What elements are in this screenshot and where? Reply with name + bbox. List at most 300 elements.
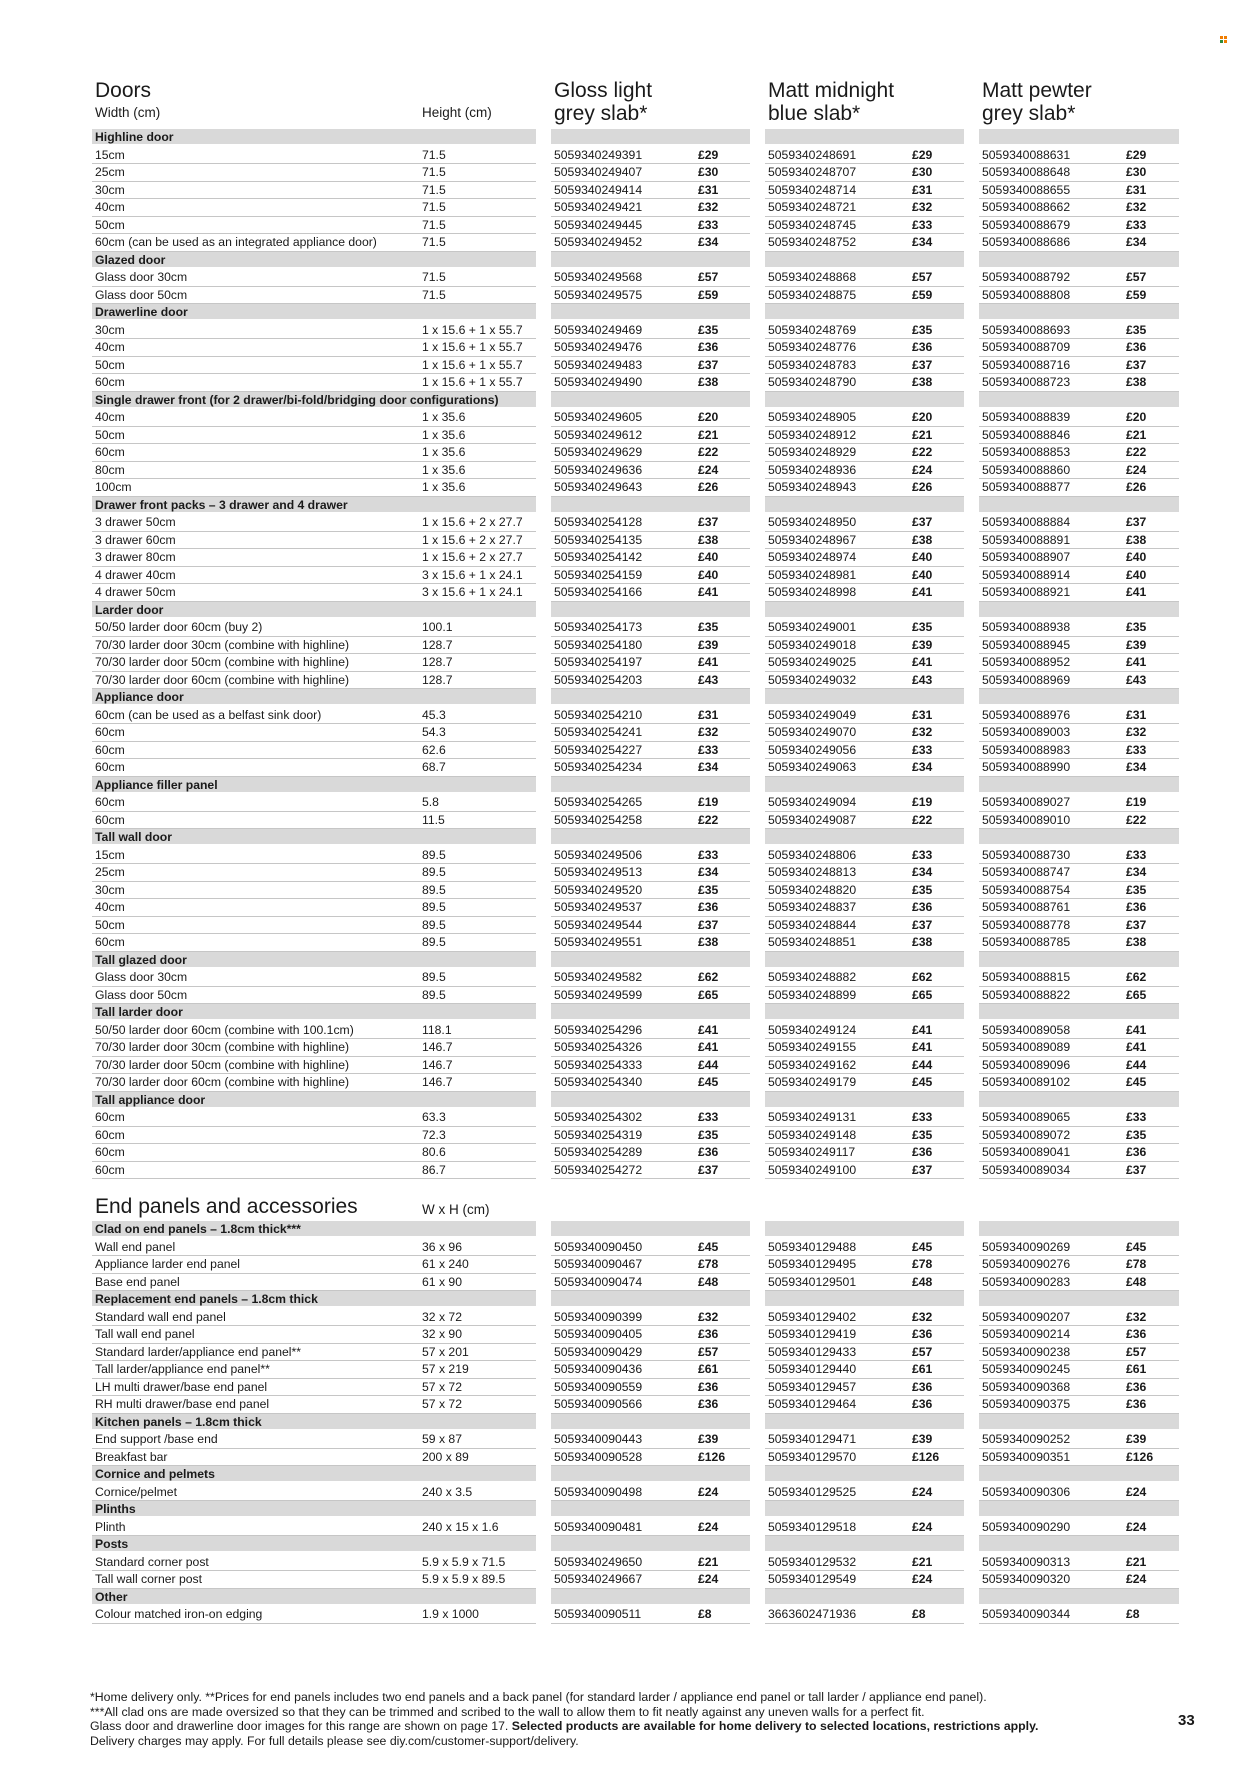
row-divider (551, 1623, 750, 1624)
matt-pewter-grey-price: £35 (1126, 620, 1147, 634)
gloss-light-grey-price: £31 (698, 182, 719, 197)
product-dimension: 128.7 (422, 655, 453, 669)
product-description: 60cm (95, 1110, 125, 1124)
product-description: 4 drawer 40cm (95, 567, 176, 582)
matt-midnight-blue-code: 5059340129402 (768, 1309, 857, 1324)
matt-midnight-blue-code: 5059340248967 (768, 532, 857, 547)
product-description: 50/50 larder door 60cm (combine with 100.1cm) (95, 1022, 354, 1037)
matt-pewter-grey-price: £37 (1126, 357, 1147, 372)
table-row (0, 269, 1250, 287)
gloss-light-grey-heading: Gloss light grey slab* (554, 79, 653, 125)
table-row (0, 147, 1250, 165)
matt-pewter-grey-code: 5059340088723 (982, 375, 1071, 389)
gloss-light-grey-code: 5059340090511 (554, 1607, 642, 1621)
gloss-light-grey-code: 5059340254302 (554, 1110, 643, 1124)
matt-pewter-grey-price: £36 (1126, 1327, 1147, 1341)
product-dimension: 118.1 (422, 1022, 452, 1037)
matt-midnight-blue-code: 5059340248752 (768, 235, 857, 249)
table-row (0, 444, 1250, 462)
group-label: Plinths (95, 1502, 136, 1516)
group-label: Drawer front packs – 3 drawer and 4 drawer (95, 497, 348, 512)
matt-pewter-grey-code: 5059340090313 (982, 1554, 1071, 1569)
matt-pewter-grey-price: £33 (1126, 742, 1147, 757)
gloss-light-grey-code: 5059340249605 (554, 410, 643, 424)
matt-pewter-grey-price: £38 (1126, 532, 1147, 547)
matt-pewter-grey-price: £35 (1126, 322, 1147, 337)
footnote-line: Glass door and drawerline door images for this range are shown on page 17. Selected products are available for home delivery to selected locations, restrictions apply. (90, 1719, 1039, 1734)
product-description: RH multi drawer/base end panel (95, 1397, 270, 1411)
table-row (0, 637, 1250, 655)
product-dimension: 1 x 15.6 + 2 x 27.7 (422, 532, 523, 547)
product-description: 50/50 larder door 60cm (buy 2) (95, 620, 263, 634)
matt-midnight-blue-code: 5059340248950 (768, 515, 857, 529)
group-header-bar (765, 952, 964, 967)
matt-midnight-blue-code: 5059340129464 (768, 1397, 857, 1411)
matt-midnight-blue-price: £19 (912, 795, 933, 809)
gloss-light-grey-price: £36 (698, 340, 719, 354)
gloss-light-grey-code: 5059340249568 (554, 270, 643, 284)
product-dimension: 146.7 (422, 1057, 453, 1072)
product-dimension: 3 x 15.6 + 1 x 24.1 (422, 585, 523, 599)
row-divider (979, 1178, 1179, 1179)
gloss-light-grey-code: 5059340254159 (554, 567, 643, 582)
product-description: 3 drawer 80cm (95, 550, 176, 564)
matt-midnight-blue-price: £21 (912, 1554, 933, 1569)
table-row (0, 619, 1250, 637)
matt-midnight-blue-code: 5059340249179 (768, 1075, 857, 1089)
table-row (0, 882, 1250, 900)
table-row (0, 1484, 1250, 1502)
gloss-light-grey-price: £48 (698, 1274, 719, 1289)
gloss-light-grey-price: £32 (698, 1309, 719, 1324)
matt-pewter-grey-price: £40 (1126, 567, 1147, 582)
matt-midnight-blue-code: 5059340248929 (768, 445, 857, 459)
product-dimension: 57 x 201 (422, 1344, 469, 1359)
matt-pewter-grey-code: 5059340090368 (982, 1379, 1071, 1394)
product-dimension: 61 x 90 (422, 1274, 462, 1289)
gloss-light-grey-code: 5059340254203 (554, 672, 643, 687)
matt-pewter-grey-price: £24 (1126, 462, 1147, 477)
table-row (0, 1256, 1250, 1274)
gloss-light-grey-price: £61 (698, 1362, 719, 1376)
product-dimension: 36 x 96 (422, 1239, 462, 1254)
matt-pewter-grey-price: £41 (1126, 1022, 1147, 1037)
group-header (0, 1004, 1250, 1022)
matt-midnight-blue-code: 5059340249070 (768, 725, 857, 739)
product-description: 60cm (95, 1162, 125, 1177)
product-description: Glass door 30cm (95, 270, 188, 284)
matt-pewter-grey-price: £19 (1126, 795, 1147, 809)
gloss-light-grey-price: £35 (698, 1127, 719, 1142)
matt-pewter-grey-price: £36 (1126, 340, 1147, 354)
matt-midnight-blue-price: £36 (912, 900, 933, 914)
matt-midnight-blue-price: £26 (912, 480, 933, 494)
matt-pewter-grey-price: £36 (1126, 1397, 1147, 1411)
matt-pewter-grey-code: 5059340088891 (982, 532, 1071, 547)
product-description: 60cm (95, 812, 125, 827)
table-row (0, 1309, 1250, 1327)
group-header-bar (765, 1414, 964, 1429)
product-dimension: 1 x 15.6 + 2 x 27.7 (422, 515, 523, 529)
gloss-light-grey-price: £43 (698, 672, 719, 687)
product-dimension: 71.5 (422, 182, 446, 197)
table-row (0, 182, 1250, 200)
product-description: Plinth (95, 1519, 126, 1534)
product-description: 30cm (95, 322, 125, 337)
table-row (0, 532, 1250, 550)
table-row (0, 812, 1250, 830)
product-description: Cornice/pelmet (95, 1484, 177, 1499)
matt-midnight-blue-price: £62 (912, 970, 933, 984)
matt-midnight-blue-code: 5059340248837 (768, 900, 857, 914)
gloss-light-grey-code: 5059340249421 (554, 200, 643, 214)
matt-midnight-blue-price: £24 (912, 1572, 933, 1586)
matt-midnight-blue-code: 5059340129549 (768, 1572, 857, 1586)
matt-midnight-blue-code: 5059340249025 (768, 655, 857, 669)
gloss-light-grey-code: 5059340249445 (554, 217, 643, 232)
product-dimension: 240 x 3.5 (422, 1484, 473, 1499)
matt-pewter-grey-price: £57 (1126, 1344, 1147, 1359)
matt-pewter-grey-price: £126 (1126, 1449, 1154, 1464)
group-header (0, 129, 1250, 147)
matt-midnight-blue-code: 5059340129419 (768, 1327, 857, 1341)
group-header-bar (979, 1291, 1179, 1306)
matt-pewter-grey-price: £26 (1126, 480, 1147, 494)
group-label: Appliance filler panel (95, 777, 218, 792)
group-header-bar (551, 497, 750, 512)
matt-midnight-blue-code: 5059340248981 (768, 567, 857, 582)
gloss-light-grey-price: £62 (698, 970, 719, 984)
matt-pewter-grey-code: 5059340089027 (982, 795, 1071, 809)
group-label: Tall appliance door (95, 1092, 206, 1107)
matt-midnight-blue-code: 5059340129471 (768, 1432, 857, 1446)
matt-midnight-blue-code: 5059340248998 (768, 585, 857, 599)
matt-midnight-blue-code: 5059340248844 (768, 917, 857, 932)
product-dimension: 200 x 89 (422, 1449, 469, 1464)
product-dimension: 128.7 (422, 672, 453, 687)
matt-midnight-blue-code: 5059340249063 (768, 760, 857, 774)
matt-midnight-blue-price: £31 (912, 707, 933, 722)
matt-midnight-blue-code: 5059340129495 (768, 1257, 857, 1271)
group-label: Kitchen panels – 1.8cm thick (95, 1414, 262, 1429)
matt-pewter-grey-price: £32 (1126, 200, 1147, 214)
product-description: 60cm (can be used as a belfast sink door) (95, 707, 322, 722)
group-label: Cornice and pelmets (95, 1467, 215, 1481)
table-row (0, 1519, 1250, 1537)
product-description: 60cm (can be used as an integrated appliance door) (95, 235, 377, 249)
gloss-light-grey-price: £44 (698, 1057, 719, 1072)
matt-pewter-grey-code: 5059340088860 (982, 462, 1071, 477)
row-divider (765, 1623, 964, 1624)
matt-pewter-grey-price: £34 (1126, 760, 1147, 774)
group-header-bar (765, 1501, 964, 1516)
gloss-light-grey-code: 5059340249490 (554, 375, 643, 389)
matt-midnight-blue-price: £57 (912, 270, 933, 284)
matt-pewter-grey-price: £35 (1126, 1127, 1147, 1142)
product-description: Standard corner post (95, 1554, 209, 1569)
matt-pewter-grey-code: 5059340088778 (982, 917, 1071, 932)
matt-pewter-grey-code: 5059340088914 (982, 567, 1071, 582)
matt-pewter-grey-code: 5059340090214 (982, 1327, 1071, 1341)
matt-pewter-grey-price: £45 (1126, 1239, 1147, 1254)
footnotes (90, 1690, 1090, 1748)
product-dimension: 1 x 15.6 + 2 x 27.7 (422, 550, 523, 564)
group-header-bar (765, 252, 964, 267)
product-description: 3 drawer 60cm (95, 532, 176, 547)
product-description: 60cm (95, 725, 125, 739)
matt-pewter-grey-price: £32 (1126, 1309, 1147, 1324)
gloss-light-grey-price: £41 (698, 1022, 719, 1037)
group-label: Replacement end panels – 1.8cm thick (95, 1292, 318, 1306)
product-description: 30cm (95, 882, 125, 897)
matt-midnight-blue-price: £32 (912, 1309, 933, 1324)
group-header-bar (551, 1536, 750, 1551)
height-label: Height (cm) (422, 105, 492, 120)
table-row (0, 1109, 1250, 1127)
matt-midnight-blue-code: 5059340249100 (768, 1162, 857, 1177)
gloss-light-grey-code: 5059340090443 (554, 1432, 643, 1446)
gloss-light-grey-code: 5059340090474 (554, 1274, 643, 1289)
product-dimension: 128.7 (422, 637, 453, 652)
matt-pewter-grey-code: 5059340089058 (982, 1022, 1071, 1037)
matt-pewter-grey-price: £35 (1126, 882, 1147, 897)
gloss-light-grey-code: 5059340249599 (554, 987, 643, 1002)
table-row (0, 654, 1250, 672)
matt-midnight-blue-code: 5059340129440 (768, 1362, 857, 1376)
product-dimension: 1.9 x 1000 (422, 1607, 479, 1621)
table-row (0, 164, 1250, 182)
group-header-bar (765, 304, 964, 319)
group-header-bar (765, 1536, 964, 1551)
group-header (0, 1221, 1250, 1239)
matt-pewter-grey-code: 5059340088761 (982, 900, 1071, 914)
matt-midnight-blue-code: 5059340248806 (768, 847, 857, 862)
gloss-light-grey-code: 5059340254128 (554, 515, 643, 529)
matt-pewter-grey-code: 5059340088938 (982, 620, 1071, 634)
matt-pewter-grey-code: 5059340088662 (982, 200, 1071, 214)
matt-pewter-grey-price: £33 (1126, 847, 1147, 862)
product-description: 80cm (95, 462, 125, 477)
gloss-light-grey-code: 5059340254142 (554, 550, 643, 564)
product-description: 30cm (95, 182, 125, 197)
gloss-light-grey-code: 5059340090399 (554, 1309, 643, 1324)
matt-pewter-grey-code: 5059340088921 (982, 585, 1071, 599)
group-label: Tall wall door (95, 830, 172, 844)
matt-pewter-grey-price: £31 (1126, 707, 1147, 722)
matt-midnight-blue-code: 5059340248882 (768, 970, 857, 984)
matt-pewter-grey-code: 5059340090320 (982, 1572, 1071, 1586)
product-description: Breakfast bar (95, 1449, 168, 1464)
row-divider (765, 1178, 964, 1179)
table-row (0, 969, 1250, 987)
table-row (0, 899, 1250, 917)
matt-midnight-blue-code: 5059340249018 (768, 637, 857, 652)
product-description: 70/30 larder door 50cm (combine with highline) (95, 655, 350, 669)
product-description: 15cm (95, 847, 125, 862)
group-header-bar (979, 129, 1179, 144)
gloss-light-grey-price: £31 (698, 707, 719, 722)
table-row (0, 1361, 1250, 1379)
product-dimension: 1 x 15.6 + 1 x 55.7 (422, 322, 523, 337)
group-header-bar (979, 689, 1179, 704)
gloss-light-grey-price: £34 (698, 865, 719, 879)
product-description: 25cm (95, 865, 125, 879)
product-description: 60cm (95, 760, 125, 774)
group-header-bar (551, 689, 750, 704)
matt-pewter-grey-price: £37 (1126, 917, 1147, 932)
gloss-light-grey-price: £59 (698, 287, 719, 302)
matt-midnight-blue-price: £37 (912, 357, 933, 372)
product-dimension: 146.7 (422, 1040, 453, 1054)
product-dimension: 72.3 (422, 1127, 446, 1142)
gloss-light-grey-price: £36 (698, 1327, 719, 1341)
matt-pewter-grey-price: £33 (1126, 1110, 1147, 1124)
matt-pewter-grey-price: £44 (1126, 1057, 1147, 1072)
gloss-light-grey-code: 5059340249513 (554, 865, 643, 879)
gloss-light-grey-price: £37 (698, 357, 719, 372)
gloss-light-grey-price: £21 (698, 427, 719, 442)
product-dimension: 1 x 35.6 (422, 445, 466, 459)
matt-midnight-blue-heading: Matt midnight blue slab* (768, 79, 895, 125)
group-header-bar (551, 602, 750, 617)
gloss-light-grey-code: 5059340090405 (554, 1327, 643, 1341)
gloss-light-grey-price: £36 (698, 1379, 719, 1394)
gloss-light-grey-code: 5059340249629 (554, 445, 643, 459)
gloss-light-grey-code: 5059340254180 (554, 637, 643, 652)
gloss-light-grey-price: £38 (698, 935, 719, 949)
gloss-light-grey-price: £24 (698, 462, 719, 477)
table-row (0, 724, 1250, 742)
table-row (0, 1554, 1250, 1572)
matt-midnight-blue-price: £40 (912, 567, 933, 582)
table-row (0, 217, 1250, 235)
gloss-light-grey-code: 5059340254227 (554, 742, 643, 757)
product-description: 60cm (95, 795, 125, 809)
matt-midnight-blue-code: 5059340248769 (768, 322, 857, 337)
product-description: Tall wall end panel (95, 1327, 195, 1341)
group-header-bar (765, 829, 964, 844)
matt-pewter-grey-price: £41 (1126, 655, 1147, 669)
product-dimension: 71.5 (422, 235, 446, 249)
product-description: 100cm (95, 480, 132, 494)
gloss-light-grey-price: £40 (698, 550, 719, 564)
matt-midnight-blue-code: 5059340248851 (768, 935, 857, 949)
matt-midnight-blue-code: 5059340249056 (768, 742, 857, 757)
matt-midnight-blue-price: £45 (912, 1239, 933, 1254)
product-dimension: 1 x 35.6 (422, 410, 466, 424)
table-row (0, 1326, 1250, 1344)
group-header (0, 304, 1250, 322)
gloss-light-grey-price: £39 (698, 637, 719, 652)
group-header-bar (979, 1004, 1179, 1019)
matt-midnight-blue-price: £36 (912, 340, 933, 354)
matt-pewter-grey-code: 5059340089034 (982, 1162, 1071, 1177)
matt-pewter-grey-heading: Matt pewter grey slab* (982, 79, 1092, 125)
gloss-light-grey-price: £19 (698, 795, 719, 809)
matt-pewter-grey-code: 5059340088686 (982, 235, 1071, 249)
matt-pewter-grey-code: 5059340088853 (982, 445, 1071, 459)
group-header-bar (92, 1589, 536, 1604)
gloss-light-grey-price: £41 (698, 1040, 719, 1054)
matt-midnight-blue-price: £32 (912, 200, 933, 214)
gloss-light-grey-price: £37 (698, 515, 719, 529)
matt-midnight-blue-code: 5059340249117 (768, 1145, 856, 1159)
group-header-bar (765, 1004, 964, 1019)
product-dimension: 89.5 (422, 882, 446, 897)
product-description: 70/30 larder door 60cm (combine with highline) (95, 672, 350, 687)
matt-midnight-blue-code: 5059340248875 (768, 287, 857, 302)
matt-midnight-blue-code: 5059340249155 (768, 1040, 857, 1054)
gloss-light-grey-price: £29 (698, 147, 719, 162)
product-dimension: 1 x 15.6 + 1 x 55.7 (422, 357, 523, 372)
product-description: Glass door 50cm (95, 287, 188, 302)
group-header-bar (979, 1466, 1179, 1481)
product-description: Glass door 30cm (95, 970, 188, 984)
gloss-light-grey-price: £78 (698, 1257, 719, 1271)
matt-midnight-blue-price: £24 (912, 1484, 933, 1499)
wxh-label: W x H (cm) (422, 1202, 490, 1217)
matt-pewter-grey-code: 5059340088716 (982, 357, 1071, 372)
table-row (0, 864, 1250, 882)
group-header (0, 1414, 1250, 1432)
product-dimension: 71.5 (422, 165, 446, 179)
matt-midnight-blue-code: 5059340248905 (768, 410, 857, 424)
table-row (0, 1431, 1250, 1449)
product-dimension: 89.5 (422, 970, 446, 984)
table-row (0, 794, 1250, 812)
matt-midnight-blue-price: £22 (912, 445, 933, 459)
product-description: 70/30 larder door 30cm (combine with highline) (95, 1040, 350, 1054)
table-row (0, 1074, 1250, 1092)
table-row (0, 234, 1250, 252)
group-header (0, 392, 1250, 410)
gloss-light-grey-code: 5059340249469 (554, 322, 643, 337)
matt-midnight-blue-code: 5059340129488 (768, 1239, 857, 1254)
gloss-light-grey-price: £26 (698, 480, 719, 494)
group-header-bar (551, 1004, 750, 1019)
gloss-light-grey-price: £8 (698, 1607, 712, 1621)
matt-pewter-grey-code: 5059340088983 (982, 742, 1071, 757)
gloss-light-grey-price: £34 (698, 760, 719, 774)
group-label: Highline door (95, 130, 174, 144)
matt-pewter-grey-price: £36 (1126, 900, 1147, 914)
matt-midnight-blue-price: £24 (912, 1519, 933, 1534)
gloss-light-grey-code: 5059340249575 (554, 287, 643, 302)
product-dimension: 45.3 (422, 707, 446, 722)
gloss-light-grey-price: £38 (698, 532, 719, 547)
group-label: Clad on end panels – 1.8cm thick*** (95, 1222, 301, 1236)
product-dimension: 1 x 15.6 + 1 x 55.7 (422, 375, 523, 389)
gloss-light-grey-code: 5059340249537 (554, 900, 643, 914)
matt-pewter-grey-code: 5059340088822 (982, 987, 1071, 1002)
matt-midnight-blue-code: 5059340249162 (768, 1057, 857, 1072)
gloss-light-grey-price: £57 (698, 1344, 719, 1359)
matt-pewter-grey-price: £31 (1126, 182, 1147, 197)
matt-pewter-grey-code: 5059340089065 (982, 1110, 1071, 1124)
matt-pewter-grey-code: 5059340088631 (982, 147, 1071, 162)
matt-midnight-blue-price: £33 (912, 1110, 933, 1124)
matt-pewter-grey-code: 5059340089089 (982, 1040, 1071, 1054)
matt-midnight-blue-price: £24 (912, 462, 933, 477)
row-divider (92, 1623, 536, 1624)
group-header-bar (765, 689, 964, 704)
matt-pewter-grey-code: 5059340090245 (982, 1362, 1071, 1376)
group-header-bar (551, 777, 750, 792)
matt-pewter-grey-price: £43 (1126, 672, 1147, 687)
matt-midnight-blue-code: 5059340249032 (768, 672, 857, 687)
gloss-light-grey-price: £33 (698, 217, 719, 232)
product-description: 60cm (95, 1145, 125, 1159)
